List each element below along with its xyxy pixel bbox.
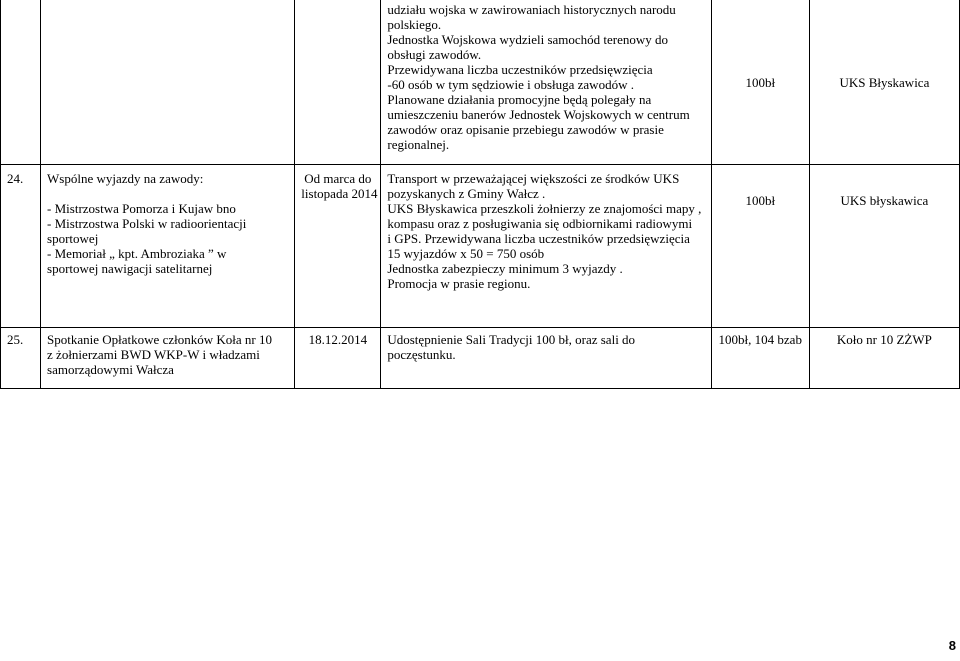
description-cell [381,165,711,328]
date-cell [295,0,381,165]
organizer-cell [809,0,959,165]
organizer-value: UKS Błyskawica [839,74,930,90]
row-number: 25. [7,332,24,347]
cost-cell [711,165,809,328]
page-number: 8 [948,638,956,653]
event-list: - Mistrzostwa Pomorza i Kujaw bno - Mistrzostwa Polski w radioorientacji sportowej - Memoriał „ kpt. Ambroziaka ” w sportowej nawigacji satelitarnej [47,201,247,276]
row-number-cell [1,165,41,328]
organizer-cell [809,165,959,328]
date-cell: Od marca do listopada 2014 [295,165,381,328]
cost-cell [711,328,809,389]
event-title: Wspólne wyjazdy na zawody: [47,171,204,186]
cost-value: 100bł [745,193,776,208]
organizer-cell [809,328,959,389]
row-number: 24. [7,171,24,186]
date-value: 18.12.2014 [308,332,368,347]
description-text: Udostępnienie Sali Tradycji 100 bł, oraz sali do poczęstunku. [387,332,636,362]
table-row [1,328,960,389]
organizer-value: UKS błyskawica [840,193,929,208]
description-cell [381,0,711,165]
row-number-cell [1,0,41,165]
row-number-cell [1,328,41,389]
cost-value: 100bł, 104 bzab [718,332,802,347]
cost-cell [711,0,809,165]
description-text: udziału wojska w zawirowaniach historycznych narodu polskiego. Jednostka Wojskowa wydzieli samochód terenowy do obsługi zawodów. Przewidywana liczba uczestników przedsięwzięcia -60 osób w tym sędziowie i obsługa zawodów . Planowane działania promocyjne będą polegały na umieszczeniu banerów Jednostek Wojskowych w centrum zawodów oraz opisanie przebiegu zawodów w prasie regionalnej. [387,2,690,152]
cost-value: 100bł [745,74,776,90]
table-row [1,165,960,328]
date-cell [295,328,381,389]
description-text: Transport w przeważającej większości ze środków UKS pozyskanych z Gminy Wałcz . UKS Błyskawica przeszkoli żołnierzy ze znajomości mapy , kompasu oraz z posługiwania się odbiornikami radiowymi i GPS. Przewidywana liczba uczestników przedsięwzięcia 15 wyjazdów x 50 = 750 osób Jednostka zabezpieczy minimum 3 wyjazdy . Promocja w prasie regionu. [387,171,702,291]
event-name-cell: Spotkanie Opłatkowe członków Koła nr 10 z żołnierzami BWD WKP-W i władzami samorządowymi Wałcza [41,328,295,389]
table-row [1,0,960,165]
event-name-cell [41,165,295,328]
organizer-value: Koło nr 10 ZŻWP [836,332,932,347]
description-cell [381,328,711,389]
event-name-cell [41,0,295,165]
